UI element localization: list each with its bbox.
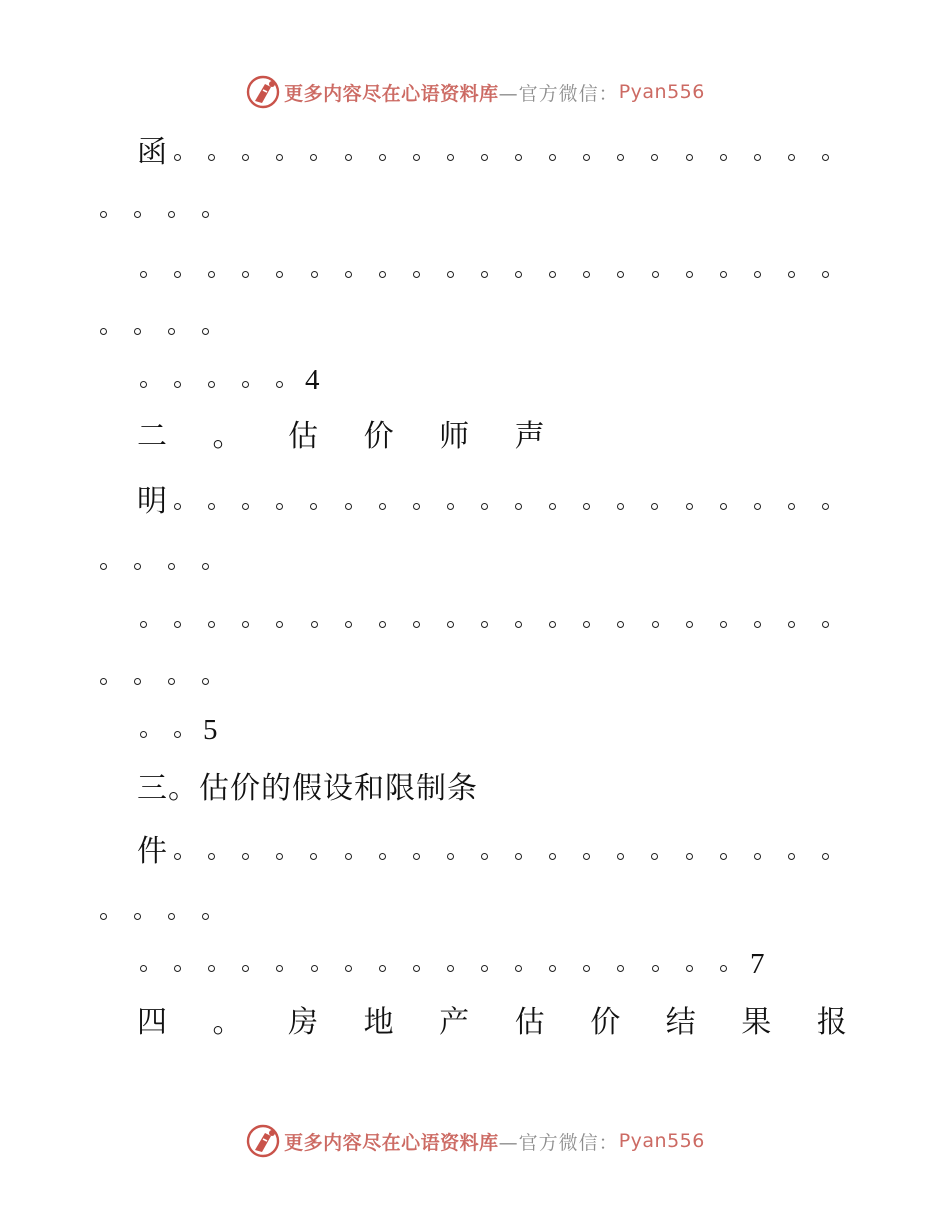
leader-dot (276, 965, 283, 972)
leader-dot (140, 731, 147, 738)
leader-dot (686, 853, 693, 860)
dot-leader (0, 710, 950, 750)
leader-dot (481, 621, 488, 628)
leader-dot (276, 621, 283, 628)
leader-dot (549, 154, 556, 161)
leader-dot (617, 965, 624, 972)
leader-dot (208, 853, 215, 860)
dot-leader (0, 482, 950, 522)
leader-dot (686, 503, 693, 510)
leader-dot (242, 853, 249, 860)
leader-dot (310, 503, 317, 510)
leader-dot (686, 621, 693, 628)
leader-dot (583, 271, 590, 278)
leader-dot (100, 328, 107, 335)
leader-dot (379, 621, 386, 628)
leader-dot (100, 211, 107, 218)
dot-leader (0, 542, 950, 582)
leader-dot (413, 853, 420, 860)
leader-dot (583, 621, 590, 628)
leader-dot (515, 621, 522, 628)
leader-dot (515, 503, 522, 510)
leader-dot (822, 503, 829, 510)
footer-banner (0, 1121, 950, 1161)
dot-leader (0, 190, 950, 230)
leader-dot (413, 965, 420, 972)
leader-dot (379, 271, 386, 278)
leader-dot (788, 621, 795, 628)
leader-dot (134, 913, 141, 920)
leader-dot (652, 271, 659, 278)
leader-dot (447, 271, 454, 278)
leader-dot (140, 621, 147, 628)
header-banner (0, 72, 950, 112)
leader-dot (720, 271, 727, 278)
toc-ming-char: 明 (137, 484, 167, 519)
leader-dot (174, 731, 181, 738)
leader-dot (788, 853, 795, 860)
leader-dot (788, 271, 795, 278)
leader-dot (754, 154, 761, 161)
leader-dot (447, 853, 454, 860)
dot-leader (0, 307, 950, 347)
leader-dot (720, 503, 727, 510)
leader-dot (822, 271, 829, 278)
leader-dot (413, 271, 420, 278)
leader-dot (168, 913, 175, 920)
leader-dot (686, 965, 693, 972)
leader-dot (276, 381, 283, 388)
leader-dot (276, 154, 283, 161)
banner-prefix: 更多内容尽在心语资料库 (284, 1131, 499, 1154)
dot-leader (0, 133, 950, 173)
leader-dot (242, 621, 249, 628)
leader-dot (208, 381, 215, 388)
leader-dot (720, 621, 727, 628)
leader-dot (822, 853, 829, 860)
leader-dot (311, 271, 318, 278)
leader-dot (583, 965, 590, 972)
leader-dot (168, 678, 175, 685)
leader-dot (174, 381, 181, 388)
leader-dot (447, 154, 454, 161)
leader-dot (174, 965, 181, 972)
leader-dot (754, 853, 761, 860)
leader-dot (242, 965, 249, 972)
banner-dash: —官方微信： (498, 82, 619, 105)
leader-dot (208, 965, 215, 972)
leader-dot (276, 853, 283, 860)
leader-dot (549, 965, 556, 972)
leader-dot (174, 503, 181, 510)
leader-dot (413, 503, 420, 510)
leader-dot (788, 154, 795, 161)
leader-dot (134, 211, 141, 218)
leader-dot (481, 503, 488, 510)
leader-dot (515, 965, 522, 972)
leader-dot (788, 503, 795, 510)
leader-dot (202, 678, 209, 685)
leader-dot (345, 154, 352, 161)
leader-dot (242, 503, 249, 510)
banner-wechat-id: Pyan556 (618, 1130, 705, 1152)
leader-dot (242, 271, 249, 278)
leader-dot (515, 853, 522, 860)
page-number: 7 (750, 948, 765, 980)
leader-dot (134, 678, 141, 685)
dot-leader (0, 892, 950, 932)
leader-dot (652, 965, 659, 972)
leader-dot (208, 271, 215, 278)
leader-dot (651, 154, 658, 161)
leader-dot (276, 271, 283, 278)
pen-nib-logo-icon (245, 74, 281, 110)
leader-dot (413, 621, 420, 628)
leader-dot (345, 271, 352, 278)
leader-dot (276, 503, 283, 510)
leader-dot (168, 211, 175, 218)
leader-dot (208, 154, 215, 161)
dot-leader (0, 657, 950, 697)
leader-dot (168, 563, 175, 570)
leader-dot (481, 853, 488, 860)
leader-dot (174, 621, 181, 628)
page-number: 5 (203, 714, 218, 746)
pen-nib-logo-icon (245, 1123, 281, 1159)
leader-dot (583, 154, 590, 161)
leader-dot (617, 853, 624, 860)
leader-dot (100, 678, 107, 685)
leader-dot (311, 965, 318, 972)
leader-dot (617, 271, 624, 278)
leader-dot (134, 563, 141, 570)
leader-dot (549, 271, 556, 278)
leader-dot (379, 965, 386, 972)
leader-dot (754, 503, 761, 510)
leader-dot (202, 563, 209, 570)
leader-dot (140, 965, 147, 972)
leader-dot (822, 621, 829, 628)
leader-dot (686, 154, 693, 161)
leader-dot (208, 621, 215, 628)
dot-leader (0, 600, 950, 640)
leader-dot (345, 965, 352, 972)
banner-prefix: 更多内容尽在心语资料库 (284, 82, 499, 105)
leader-dot (583, 853, 590, 860)
leader-dot (345, 853, 352, 860)
leader-dot (202, 913, 209, 920)
leader-dot (481, 154, 488, 161)
leader-dot (311, 621, 318, 628)
toc-han-char: 函 (137, 135, 167, 170)
leader-dot (651, 853, 658, 860)
leader-dot (202, 328, 209, 335)
leader-dot (202, 211, 209, 218)
dot-leader (0, 944, 950, 984)
leader-dot (754, 621, 761, 628)
leader-dot (447, 503, 454, 510)
leader-dot (617, 154, 624, 161)
leader-dot (515, 154, 522, 161)
leader-dot (174, 271, 181, 278)
leader-dot (174, 154, 181, 161)
leader-dot (345, 503, 352, 510)
leader-dot (242, 154, 249, 161)
leader-dot (242, 381, 249, 388)
leader-dot (549, 621, 556, 628)
leader-dot (617, 503, 624, 510)
page-number: 4 (305, 364, 320, 396)
leader-dot (379, 154, 386, 161)
leader-dot (549, 853, 556, 860)
leader-dot (140, 271, 147, 278)
leader-dot (174, 853, 181, 860)
dot-leader (0, 360, 950, 400)
leader-dot (720, 853, 727, 860)
leader-dot (100, 913, 107, 920)
leader-dot (140, 381, 147, 388)
leader-dot (379, 853, 386, 860)
leader-dot (310, 154, 317, 161)
leader-dot (481, 965, 488, 972)
leader-dot (100, 563, 107, 570)
dot-leader (0, 832, 950, 872)
leader-dot (754, 271, 761, 278)
leader-dot (583, 503, 590, 510)
dot-leader (0, 250, 950, 290)
toc-jian-char: 件 (137, 834, 167, 869)
leader-dot (515, 271, 522, 278)
banner-dash: —官方微信： (498, 1131, 619, 1154)
leader-dot (134, 328, 141, 335)
leader-dot (310, 853, 317, 860)
leader-dot (447, 621, 454, 628)
leader-dot (651, 503, 658, 510)
leader-dot (686, 271, 693, 278)
banner-wechat-id: Pyan556 (618, 81, 705, 103)
leader-dot (379, 503, 386, 510)
leader-dot (720, 154, 727, 161)
leader-dot (652, 621, 659, 628)
leader-dot (447, 965, 454, 972)
leader-dot (345, 621, 352, 628)
leader-dot (481, 271, 488, 278)
leader-dot (617, 621, 624, 628)
leader-dot (208, 503, 215, 510)
leader-dot (168, 328, 175, 335)
leader-dot (549, 503, 556, 510)
leader-dot (720, 965, 727, 972)
leader-dot (413, 154, 420, 161)
leader-dot (822, 154, 829, 161)
